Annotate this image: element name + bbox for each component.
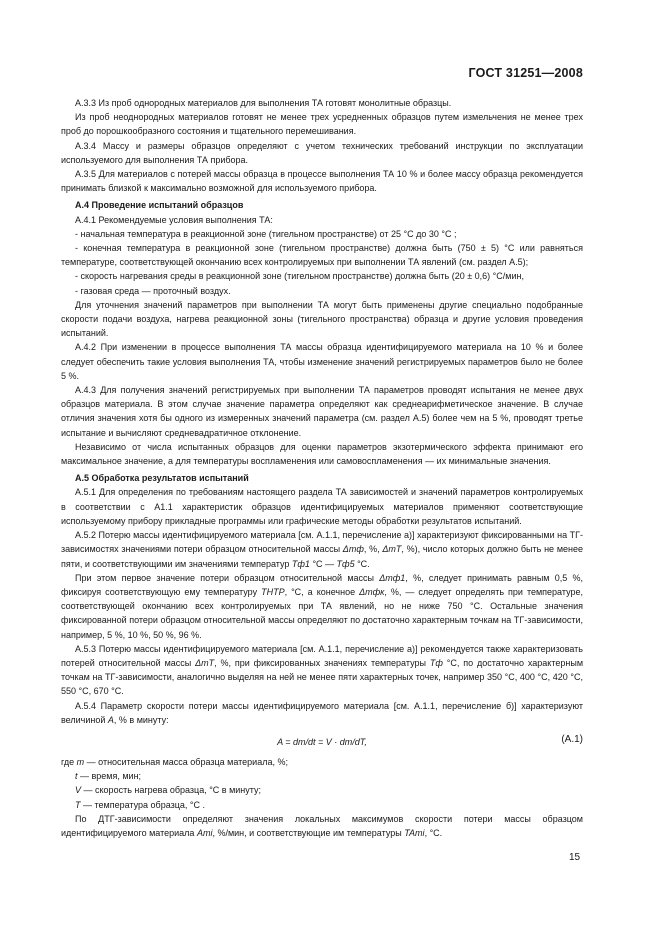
def-t [75,769,583,783]
para-a41: А.4.1 Рекомендуемые условия выполнения ТА: [75,214,273,225]
text: где [61,756,77,767]
text: — скорость нагрева образца, °С в минуту; [81,785,261,796]
para-a43b: Независимо от числа испытанных образцов для оценки параметров экзотермического эффекта принимают его максимальное значение, а для температуры воспламенения или самовоспламенения — их минимальные значения. [61,441,583,467]
text: , %, при фиксированных значениях температуры [214,657,430,668]
text: , %, [363,544,383,555]
text: — время, мин; [77,771,142,782]
document-header: ГОСТ 31251—2008 [468,66,583,80]
text: А.5.3 Потерю массы идентифицируемого материала [см. А.1.1, перечисление а)] рекомендуется также характеризовать потерей относительной массы [61,643,583,668]
para-a41-5: Для уточнения значений параметров при выполнении ТА могут быть применены другие специально подобранные скорости подачи воздуха, нагрева реакционной зоны (тигельного пространства) образца и другие условия проведения испытаний. [61,299,583,339]
para-a42: А.4.2 При изменении в процессе выполнения ТА массы образца идентифицируемого материала на 10 % и более следует обеспечить такие условия выполнения ТА, чтобы изменение значений регистрируемых параметров было не более 5 %. [61,342,583,381]
symbol-t-f: Tф [429,657,443,668]
symbol-dm-fk: Δmфк [359,586,385,597]
text: , %), число которых должно быть не менее пяти, и соответствующими им значениями температур [61,544,583,569]
para-a52 [61,528,583,571]
page-number: 15 [569,852,581,863]
list-item-a41-4: - газовая среда — проточный воздух. [75,285,231,296]
para-a43: А.4.3 Для получения значений регистрируемых при выполнении ТА параметров проводят испытания не менее двух образцов материала. В этом случае значение параметра определяют как среднеарифметическое значение. В случае отличия значения хотя бы одного из измеренных значений параметра (см. раздел А.5) более чем на 5 %, проводят третье испытание и вычисляют средневадратичное отклонение. [61,385,583,438]
para-a52b [61,571,583,642]
text: При этом первое значение потери образцом относительной массы [75,572,380,583]
symbol-t: t [75,771,78,782]
symbol-temp: T [75,799,81,810]
para-a33: А.3.3 Из проб однородных материалов для выполнения ТА готовят монолитные образцы. [75,98,452,108]
document-body [61,96,583,840]
formula-expression: A = dm/dt = V · dm/dT, [277,736,367,747]
formula-number: (А.1) [561,733,583,745]
symbol-t-ami: TAmi [404,827,425,838]
text: , °С. [424,827,443,838]
para-final [61,812,583,840]
para-a53 [61,642,583,699]
symbol-a-mi: Ami [196,827,213,838]
symbol-m: m [76,756,85,767]
text: °С. [354,558,370,569]
text: , %, следует принимать равным 0,5 %, фиксируя соответствующую ему температуру [61,572,583,597]
symbol-dm-f1: Δmф1 [379,572,406,583]
text: А.5.4 Параметр скорости потери массы идентифицируемого материала [см. А.1.1, перечисление б)] характеризуют величиной [61,700,583,725]
text: По ДТГ-зависимости определяют значения локальных максимумов скорости потери массы образцом идентифицируемого материала [61,813,583,838]
list-item-a41-2: - конечная температура в реакционной зоне (тигельном пространстве) должна быть (750 ± 5) °С или равняться температуре, соответствующей окончанию всех контролируемых при выполнении ТА явлений (см. раздел А.5); [61,243,583,268]
formula-where [61,755,583,769]
para-a51: А.5.1 Для определения по требованиям настоящего раздела ТА зависимостей и значений параметров контролируемых в соответствии с А1.1 характеристик образцов идентифицируемых материалов применяют соответствующие используемому прибору прикладные программы или графические методы обработки результатов испытаний. [61,487,583,526]
para-a54 [61,699,583,727]
symbol-dm-f: Δmф [342,544,364,555]
para-a34: А.3.4 Массу и размеры образцов определяют с учетом технических требований инструкции по эксплуатации используемого для выполнения ТА прибора. [61,140,583,165]
list-item-a41-1: - начальная температура в реакционной зоне (тигельном пространстве) от 25 °С до 30 °С ; [75,228,457,239]
text: °С — [309,558,337,569]
text: , %/мин, и соответствующие им температуры [212,827,405,838]
text: , °С, а конечное [284,586,360,597]
para-a33b: Из проб неоднородных материалов готовят не менее трех усредненных образцов путем измельчения не менее трех проб до порошкообразного состояния и тщательного перемешивания. [61,112,583,137]
text: А.5.2 Потерю массы идентифицируемого материала [см. А.1.1, перечисление а)] характеризуют фиксированными на ТГ-зависимостях значениями потери образцом относительной массы [61,530,583,555]
symbol-dm-t: ΔmT [382,544,402,555]
text: — температура образца, °С . [80,799,205,810]
formula-a1 [61,731,583,753]
symbol-t-f5: Tф5 [336,558,355,569]
section-a5-title: А.5 Обработка результатов испытаний [75,473,249,484]
section-a4-title: А.4 Проведение испытаний образцов [75,200,244,211]
text: , %, — следует определять при температуре, соответствующей окончанию всех контролируемых при ТА явлений, но не ниже 750 °С. Остальные значения фиксированной потери образцом относительной массы определяют по достаточно характерным точкам на ТГ-зависимости, например, 5 %, 10 %, 50 %, 96 %. [61,586,584,640]
symbol-t-f1: Tф1 [291,558,310,569]
list-item-a41-3: - скорость нагревания среды в реакционной зоне (тигельном пространстве) должна быть (20 ± 0,6) °С/мин, [75,271,524,282]
def-temp [75,798,583,812]
text: , % в минуту: [113,714,169,725]
text: — относительная масса образца материала, %; [84,756,288,767]
symbol-a: A [107,714,114,725]
para-a35: А.3.5 Для материалов с потерей массы образца в процессе выполнения ТА 10 % и более массу образца рекомендуется принимать близкой к максимально возможной для используемого прибора. [61,169,583,194]
symbol-dm-t: ΔmT [195,657,215,668]
def-v [75,783,583,797]
symbol-v: V [75,785,82,796]
text: °С, по достаточно характерным точкам на ТГ-зависимости, аналогично выделяя на ней не менее пяти характерных точек, например 350 °С, 400 °С, 420 °С, 550 °С, 670 °С. [61,657,584,697]
symbol-t-ntr: TНТР [261,586,285,597]
